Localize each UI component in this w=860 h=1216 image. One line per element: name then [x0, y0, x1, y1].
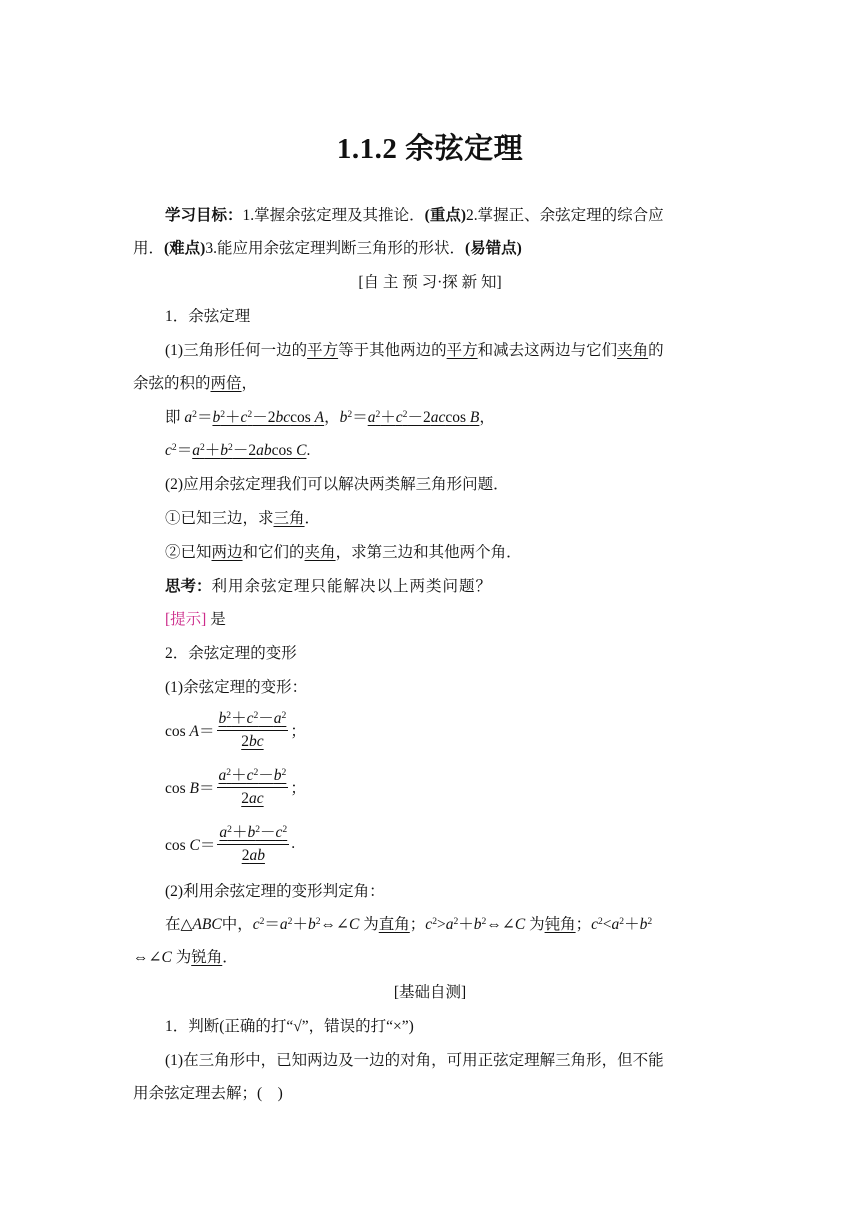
exercise-q1-1-line-1: (1)在三角形中，已知两边及一边的对角，可用正弦定理解三角形，但不能	[165, 1052, 664, 1069]
exercise-q1-1-line-2: 用余弦定理去解；( )	[133, 1085, 283, 1102]
fill-blank: 三角	[273, 510, 305, 527]
think-label: 思考：	[165, 578, 212, 595]
fill-blank: 平方	[446, 342, 478, 359]
item2-sub1: (1)余弦定理的变形：	[165, 679, 308, 696]
formula-line-1: 即 $a^2=b^2+c^2-2bccos$ A，$b^2=a^2+c^2-2accos$ B，	[165, 409, 495, 426]
section-heading-preview: [自 主 预 习·探 新 知]	[358, 274, 502, 291]
objectives-line-2: 用．(难点)3.能应用余弦定理判断三角形的形状．(易错点)	[133, 240, 522, 257]
fill-blank: 钝角	[544, 916, 576, 933]
fill-blank: 两倍	[210, 375, 242, 392]
think-hint: [提示] 是	[165, 611, 226, 628]
fill-blank: 锐角	[191, 949, 223, 966]
objectives-line-1: 学习目标：1.掌握余弦定理及其推论．(重点)2.掌握正、余弦定理的综合应	[165, 207, 664, 224]
formula-line-2: $c^2=a^2+b^2-2abcos$ C.	[165, 442, 311, 459]
item2-sub2: (2)利用余弦定理的变形判定角：	[165, 883, 385, 900]
case-2: ②已知两边和它们的夹角，求第三边和其他两个角．	[165, 544, 522, 561]
page-title: 1.1.2 余弦定理	[336, 133, 524, 165]
item1-statement-line-2: 余弦的积的两倍，	[133, 375, 258, 392]
objectives-label: 学习目标：	[165, 207, 243, 224]
fill-blank: 夹角	[304, 544, 336, 561]
fill-blank: 平方	[307, 342, 339, 359]
fraction: $\frac{a^2+c^2-b^2}{2ac}$	[218, 766, 287, 807]
hint-label: [提示]	[165, 611, 207, 628]
cos-c-formula: cos C＝ $\frac{a^2+b^2-c^2}{2ab}$ .	[165, 823, 296, 864]
angle-judgement-line-2: ⇔∠C 为锐角．	[133, 949, 238, 966]
fill-blank: $a^2+b^2-2abcos$ C	[192, 442, 307, 459]
exercise-q1: 1．判断(正确的打“√”，错误的打“×”)	[165, 1018, 414, 1035]
case-1: ①已知三边，求三角．	[165, 510, 321, 527]
item1-note: (2)应用余弦定理我们可以解决两类解三角形问题．	[165, 476, 509, 493]
fraction: $\frac{b^2+c^2-a^2}{2bc}$	[218, 709, 287, 750]
angle-judgement-line-1: 在△ABC中，$c^2=a^2+b^2\Leftrightarrow\angle C$ 为直角；$c^2>a^2+b^2\Leftrightarrow\angle C$ 为钝角；$c^2<a^2+b^2$	[165, 916, 653, 933]
fill-blank: $b^2+c^2-2bccos$ A	[212, 409, 325, 426]
cos-a-formula: cos A＝ $\frac{b^2+c^2-a^2}{2bc}$ ；	[165, 709, 306, 750]
cos-b-formula: cos B＝ $\frac{a^2+c^2-b^2}{2ac}$ ；	[165, 766, 306, 807]
item2-heading: 2．余弦定理的变形	[165, 645, 297, 662]
think-question: 思考：利用余弦定理只能解决以上两类问题？	[165, 578, 493, 595]
fraction: $\frac{a^2+b^2-c^2}{2ab}$	[219, 823, 288, 864]
fill-blank: 夹角	[617, 342, 649, 359]
fill-blank: 两边	[211, 544, 243, 561]
section-heading-basic: [基础自测]	[393, 984, 467, 1001]
item1-heading: 1．余弦定理	[165, 308, 251, 325]
fill-blank: 直角	[378, 916, 410, 933]
item1-statement-line-1: (1)三角形任何一边的平方等于其他两边的平方和减去这两边与它们夹角的	[165, 342, 664, 359]
fill-blank: $a^2+c^2-2accos$ B	[367, 409, 480, 426]
